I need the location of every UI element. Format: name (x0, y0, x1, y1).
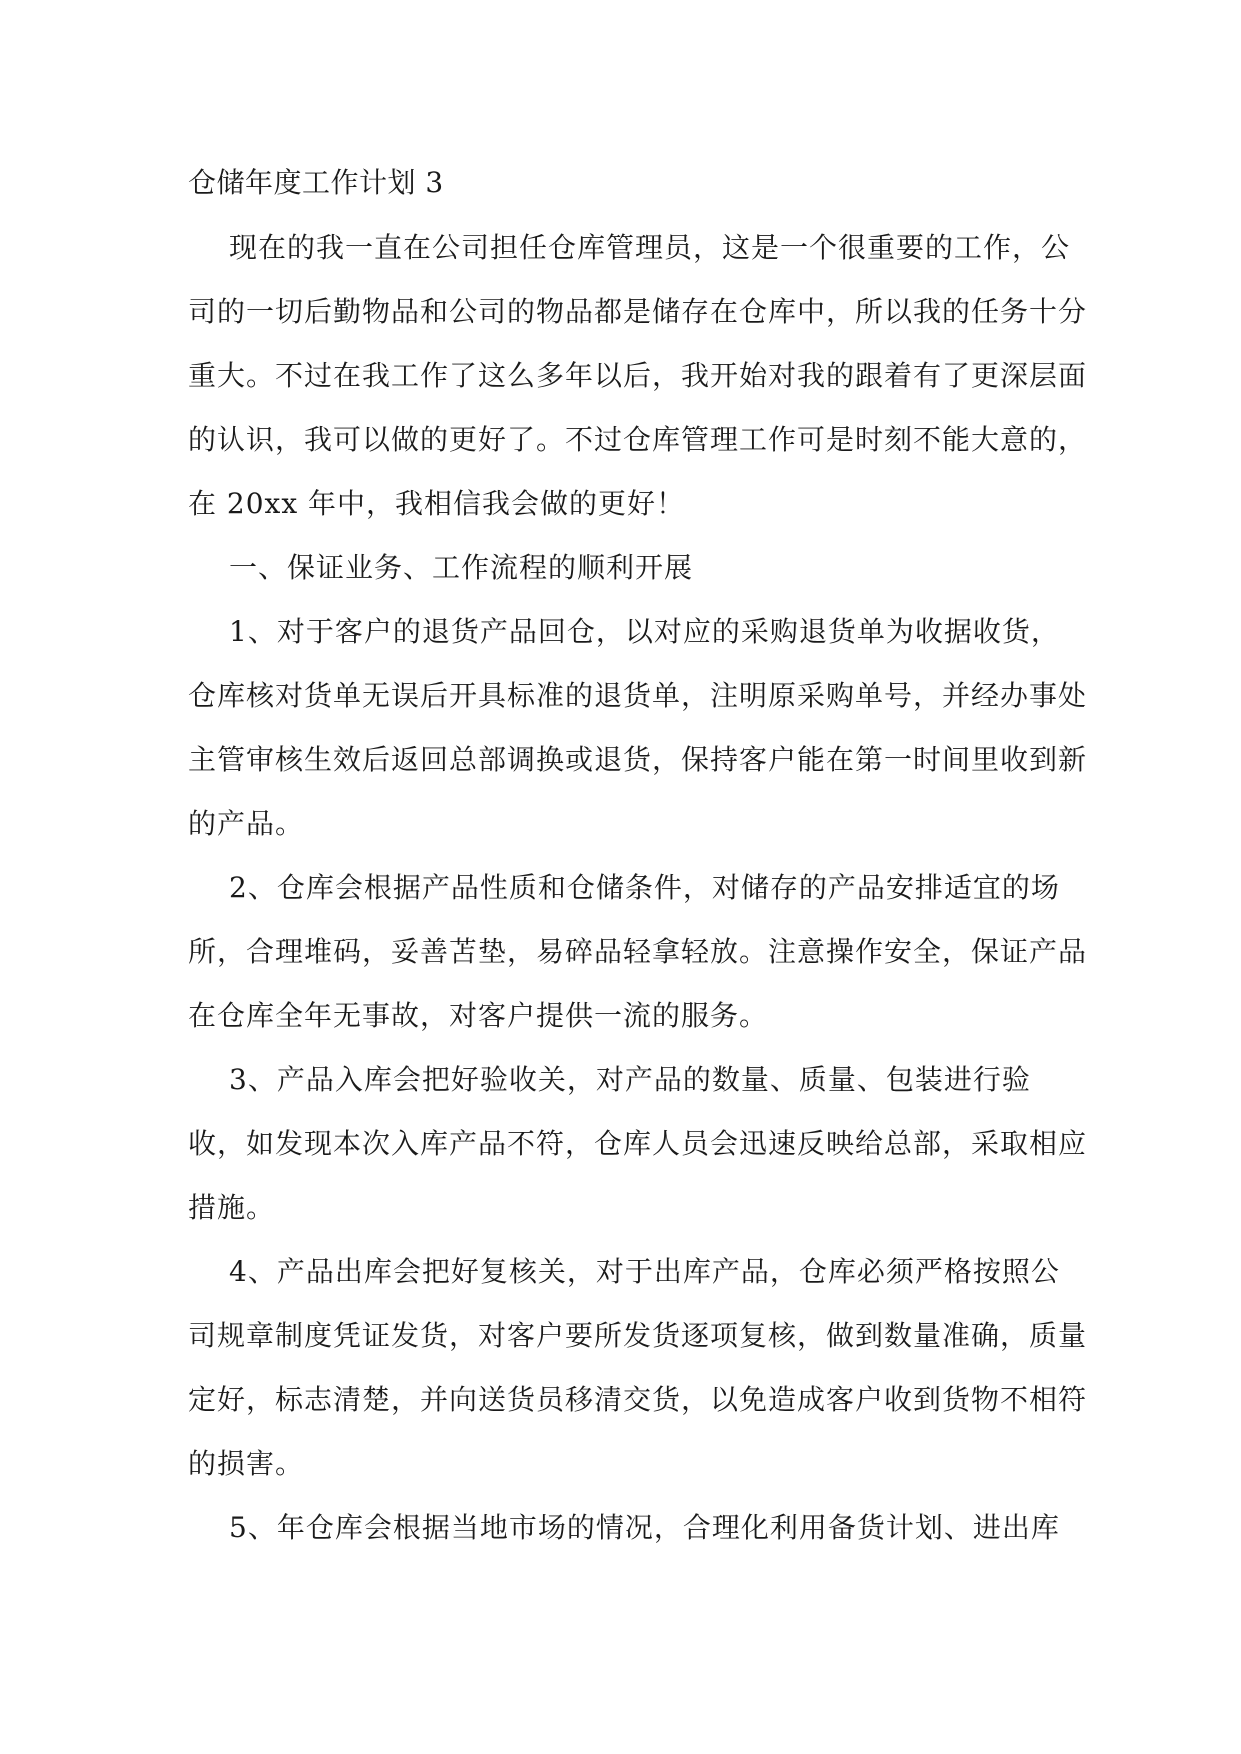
list-item-2: 2、仓库会根据产品性质和仓储条件，对储存的产品安排适宜的场所，合理堆码，妥善苫垫，易碎品轻拿轻放。注意操作安全，保证产品在仓库全年无事故，对客户提供一流的服务。 (188, 871, 1088, 1032)
section-heading: 一、保证业务、工作流程的顺利开展 (229, 551, 694, 584)
document-body (188, 150, 1188, 1560)
list-item-5: 5、年仓库会根据当地市场的情况，合理化利用备货计划、进出库 (229, 1511, 1060, 1544)
list-item-1: 1、对于客户的退货产品回仓，以对应的采购退货单为收据收货，仓库核对货单无误后开具标准的退货单，注明原采购单号，并经办事处主管审核生效后返回总部调换或退货，保持客户能在第一时间里收到新的产品。 (188, 615, 1088, 840)
intro-paragraph: 现在的我一直在公司担任仓库管理员，这是一个很重要的工作，公司的一切后勤物品和公司的物品都是储存在仓库中，所以我的任务十分重大。不过在我工作了这么多年以后，我开始对我的跟着有了更深层面的认识，我可以做的更好了。不过仓库管理工作可是时刻不能大意的，在 20xx 年中，我相信我会做的更好！ (188, 231, 1088, 520)
list-item-4: 4、产品出库会把好复核关，对于出库产品，仓库必须严格按照公司规章制度凭证发货，对客户要所发货逐项复核，做到数量准确，质量定好，标志清楚，并向送货员移清交货，以免造成客户收到货物不相符的损害。 (188, 1255, 1088, 1480)
document-title: 仓储年度工作计划 3 (188, 166, 444, 199)
list-item-3: 3、产品入库会把好验收关，对产品的数量、质量、包装进行验收，如发现本次入库产品不符，仓库人员会迅速反映给总部，采取相应措施。 (188, 1063, 1088, 1224)
